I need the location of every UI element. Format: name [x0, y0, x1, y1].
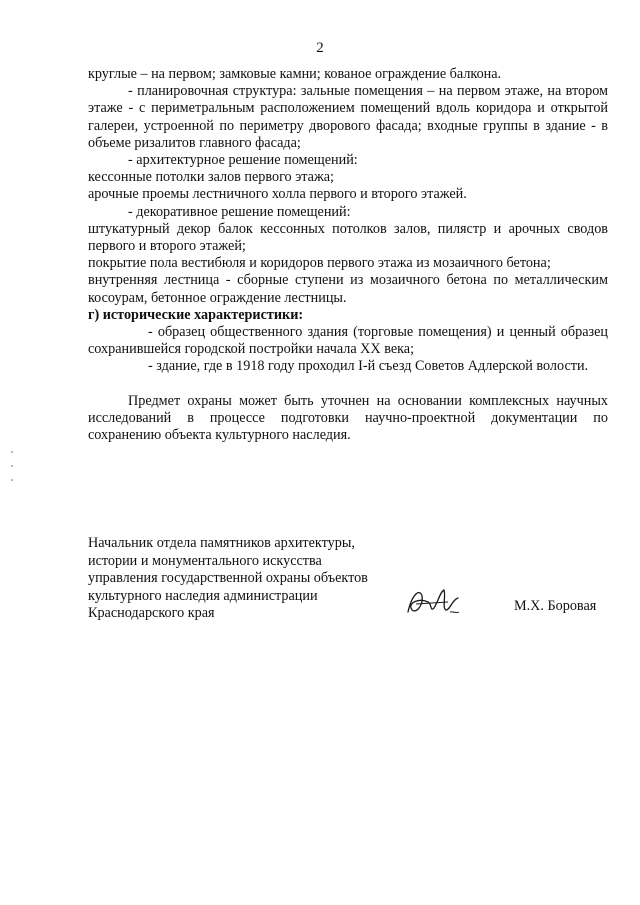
paragraph-coffered-ceilings: кессонные потолки залов первого этажа; — [88, 169, 335, 186]
signatory-name: М.Х. Боровая — [514, 598, 597, 614]
paragraph-stucco-decor: штукатурный декор балок кессонных потолков залов, пилястр и арочных сводов первого и второго этажей; — [88, 220, 608, 255]
paragraph-balcony: круглые – на первом; замковые камни; кованое ограждение балкона. — [88, 66, 502, 82]
paragraph-arched-openings: арочные проемы лестничного холла первого и второго этажей. — [88, 186, 467, 203]
signatory-line: управления государственной охраны объектов — [88, 570, 368, 587]
paragraph-public-building: - образец общественного здания (торговые помещения) и ценный образец сохранившейся городской постройки начала XX века; — [88, 324, 608, 358]
scan-margin-marks — [10, 448, 14, 488]
signatory-line: культурного наследия администрации — [88, 587, 318, 604]
section-heading-historical: г) исторические характеристики: — [88, 306, 304, 323]
paragraph-congress-1918: - здание, где в 1918 году проходил I-й съезд Советов Адлерской волости. — [148, 358, 589, 375]
paragraph-inner-staircase: внутренняя лестница - сборные ступени из мозаичного бетона по металлическим косоурам, бетонное ограждение лестницы. — [88, 272, 608, 306]
paragraph-architectural-heading: - архитектурное решение помещений: — [128, 152, 358, 169]
signatory-line: истории и монументального искусства — [88, 552, 322, 569]
signatory-line: Краснодарского края — [88, 605, 215, 622]
page-number: 2 — [316, 40, 324, 56]
paragraph-floor-covering: покрытие пола вестибюля и коридоров первого этажа из мозаичного бетона; — [88, 255, 551, 272]
signatory-title — [88, 535, 418, 623]
paragraph-protection-subject: Предмет охраны может быть уточнен на основании комплексных научных исследований в процессе подготовки научно-проектной документации по сохранению объекта культурного наследия. — [88, 392, 608, 444]
document-body — [88, 66, 608, 444]
paragraph-decorative-heading: - декоративное решение помещений: — [128, 203, 351, 220]
paragraph-planning-structure: - планировочная структура: зальные помещения – на первом этаже, на втором этаже - с периметральным расположением помещений вдоль коридора и открытой галереи, устроенной по периметру дворового фасада; входные группы в здание - в объеме ризалитов главного фасада; — [88, 83, 608, 151]
signatory-line: Начальник отдела памятников архитектуры, — [88, 535, 355, 551]
handwritten-signature — [402, 582, 462, 622]
